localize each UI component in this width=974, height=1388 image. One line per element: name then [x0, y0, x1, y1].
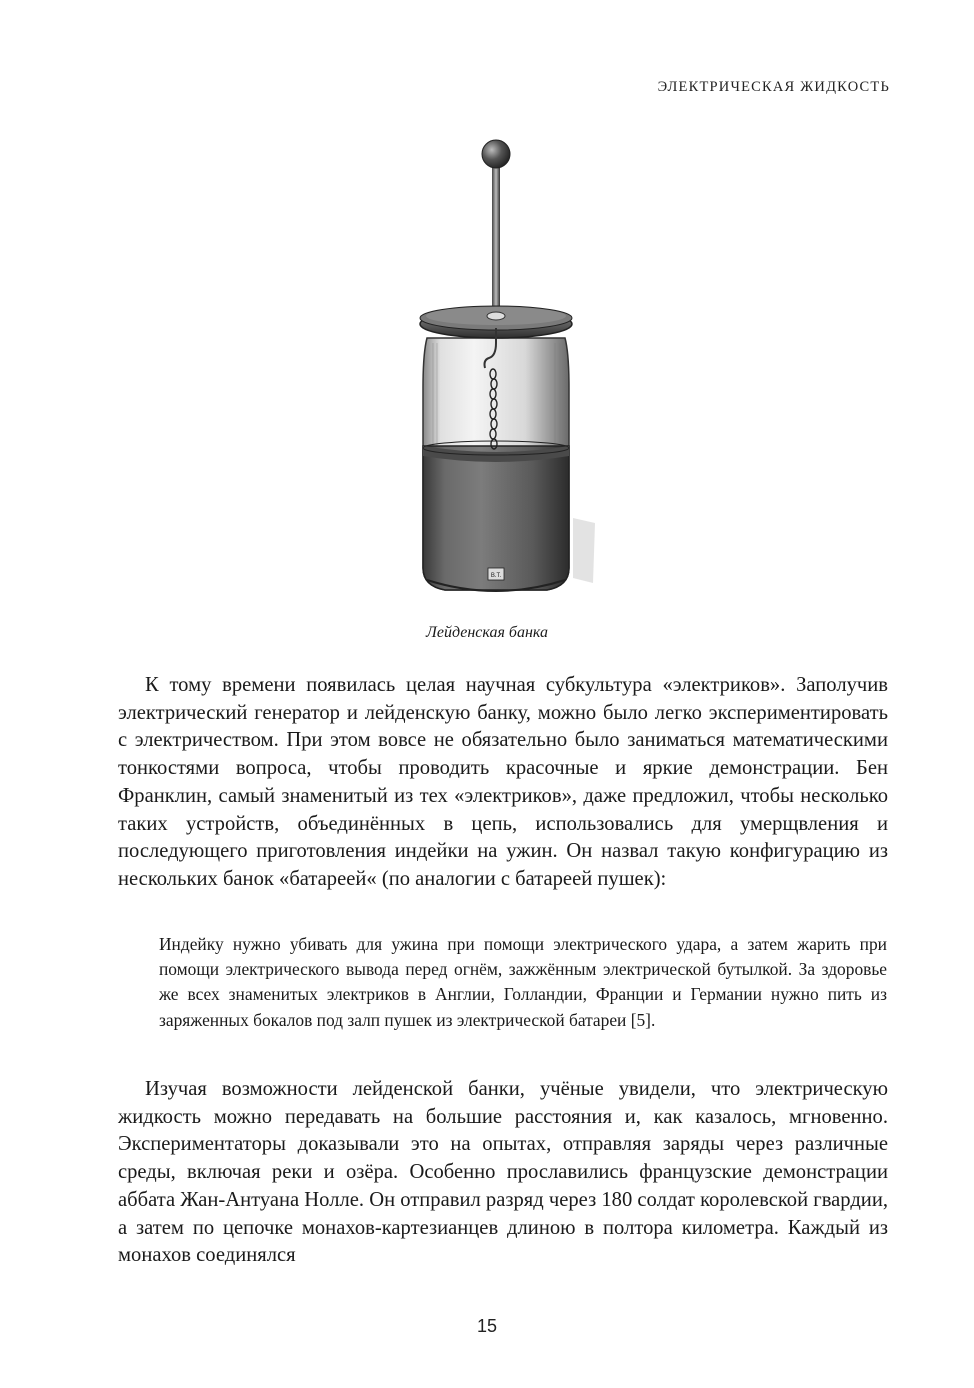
leyden-jar-illustration: [405, 128, 605, 618]
paragraph-text: К тому времени появилась целая научная субкультура «электриков». Заполучив электрический генератор и лейденскую банку, можно было легко экспериментировать с электричеством. При этом вовсе не обязательно было заниматься математическими тонкостями вопроса, чтобы проводить красочные и яркие демонстрации. Бен Франклин, самый знаменитый из тех «электриков», даже предложил, чтобы несколько таких устройств, объединённых в цепь, использовались для умерщвления и последующего приготовления индейки на ужин. Он назвал такую конфигурацию из нескольких банок «батареей« (по аналогии с батареей пушек):: [118, 674, 888, 890]
page-number: 15: [476, 1316, 498, 1336]
paragraph-text: Изучая возможности лейденской банки, учёные увидели, что электрическую жидкость можно передавать на большие расстояния и, как казалось, мгновенно. Экспериментаторы доказывали это на опытах, отправляя заряды через различные среды, включая реки и озёра. Особенно прославились французские демонстрации аббата Жан-Антуана Нолле. Он отправил разряд через 180 солдат королевской гвардии, а затем по цепочке монахов-картезианцев длиною в полтора километра. Каждый из монахов соединялся: [118, 1078, 888, 1267]
body-paragraph-2: [118, 1076, 888, 1270]
figure-caption: Лейденская банка: [426, 624, 548, 641]
engraver-mark: [488, 568, 504, 580]
leyden-jar-engraving: [405, 128, 605, 618]
svg-text:B.T.: B.T.: [490, 573, 502, 579]
running-header: ЭЛЕКТРИЧЕСКАЯ ЖИДКОСТЬ: [657, 79, 890, 95]
block-quote: Индейку нужно убивать для ужина при помощи электрического удара, а затем жарить при помощи электрического вывода перед огнём, зажжённым электрической бутылкой. За здоровье же всех знаменитых электриков в Англии, Голландии, Франции и Германии нужно пить из заряженных бокалов под залп пушек из электрической батареи [5].: [159, 934, 887, 1030]
body-paragraph-1: [118, 672, 888, 894]
